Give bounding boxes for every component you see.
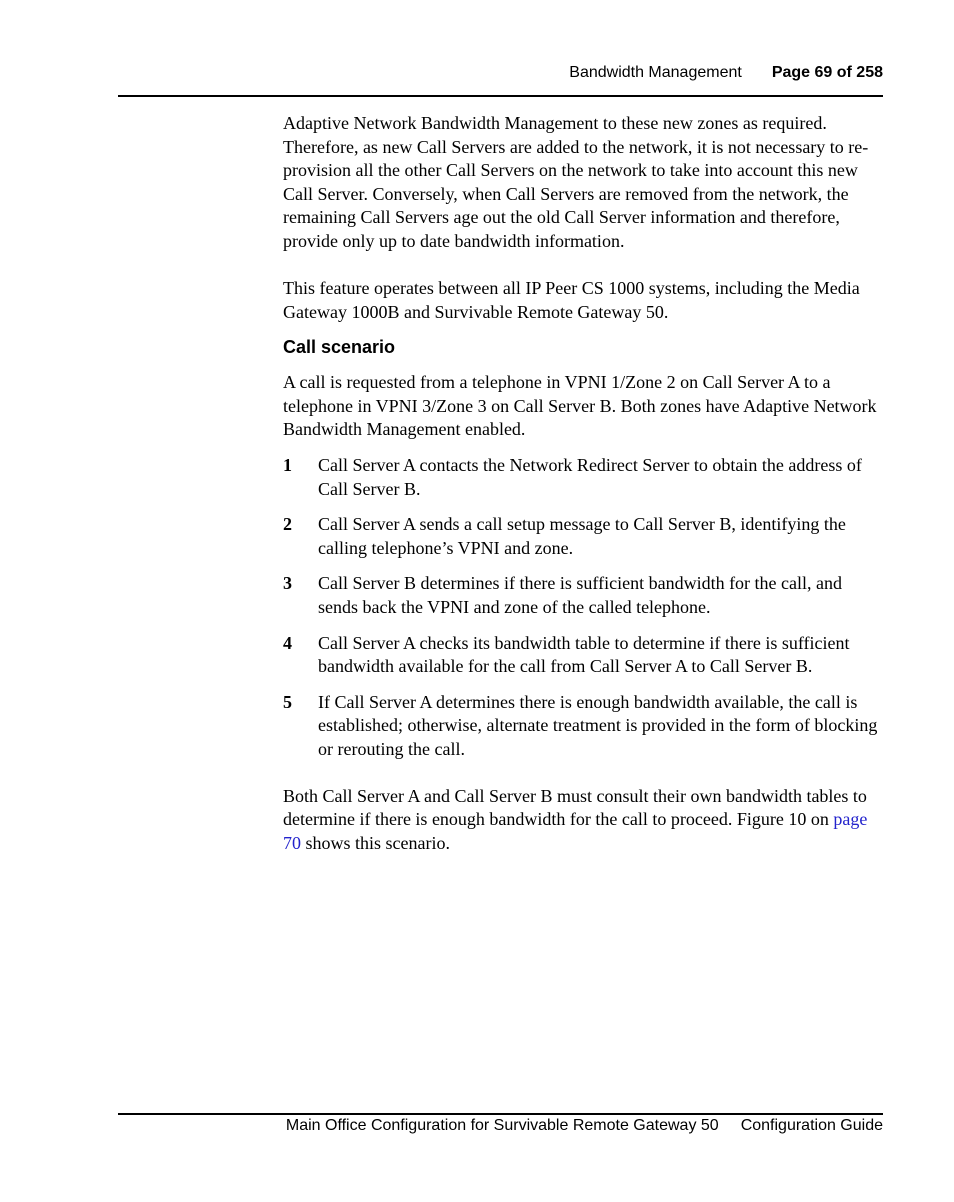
- step-text: If Call Server A determines there is enough bandwidth available, the call is established; otherwise, alternate treatment is provided in the form of blocking or rerouting the call.: [318, 691, 878, 759]
- main-content: [283, 112, 883, 855]
- paragraph-4: [283, 785, 883, 856]
- step-number: 1: [283, 455, 292, 476]
- paragraph-4-text-before: Both Call Server A and Call Server B must consult their own bandwidth tables to determine if there is enough bandwidth for the call to proceed. Figure 10 on: [283, 785, 867, 830]
- page-footer: [286, 1117, 883, 1135]
- page-header: [569, 64, 883, 82]
- paragraph-3: A call is requested from a telephone in VPNI 1/Zone 2 on Call Server A to a telephone in VPNI 3/Zone 3 on Call Server B. Both zones have Adaptive Network Bandwidth Management enabled.: [283, 372, 877, 440]
- footer-guide-name: Configuration Guide: [740, 1117, 883, 1134]
- footer-document-title: Main Office Configuration for Survivable Remote Gateway 50: [285, 1117, 719, 1134]
- list-item: [283, 632, 883, 679]
- step-text: Call Server A contacts the Network Redirect Server to obtain the address of Call Server B.: [318, 455, 862, 499]
- step-number: 3: [283, 573, 292, 594]
- step-text: Call Server A checks its bandwidth table to determine if there is sufficient bandwidth available for the call from Call Server A to Call Server B.: [318, 632, 850, 677]
- list-item: [283, 454, 883, 501]
- step-text: Call Server B determines if there is sufficient bandwidth for the call, and sends back the VPNI and zone of the called telephone.: [318, 573, 843, 617]
- step-number: 4: [283, 632, 292, 653]
- step-text: Call Server A sends a call setup message to Call Server B, identifying the calling telephone’s VPNI and zone.: [318, 514, 846, 558]
- paragraph-4-text-after: shows this scenario.: [301, 832, 450, 853]
- page-70-link[interactable]: page 70: [283, 809, 868, 853]
- list-item: [283, 513, 883, 560]
- header-page-number: Page 69 of 258: [771, 64, 883, 81]
- list-item: [283, 691, 883, 762]
- steps-list: [283, 454, 883, 762]
- footer-rule: [118, 1113, 883, 1115]
- section-heading: Call scenario: [283, 337, 396, 358]
- header-rule: [118, 95, 883, 97]
- paragraph-1: Adaptive Network Bandwidth Management to these new zones as required. Therefore, as new Call Servers are added to the network, it is not necessary to re-provision all the other Call Servers on the network to take into account this new Call Server. Conversely, when Call Servers are removed from the network, the remaining Call Servers age out the old Call Server information and therefore, provide only up to date bandwidth information.: [283, 113, 869, 251]
- paragraph-2: This feature operates between all IP Peer CS 1000 systems, including the Media Gateway 1000B and Survivable Remote Gateway 50.: [283, 278, 860, 322]
- step-number: 5: [283, 691, 292, 712]
- list-item: [283, 572, 883, 619]
- header-section-title: Bandwidth Management: [569, 64, 742, 81]
- step-number: 2: [283, 514, 292, 535]
